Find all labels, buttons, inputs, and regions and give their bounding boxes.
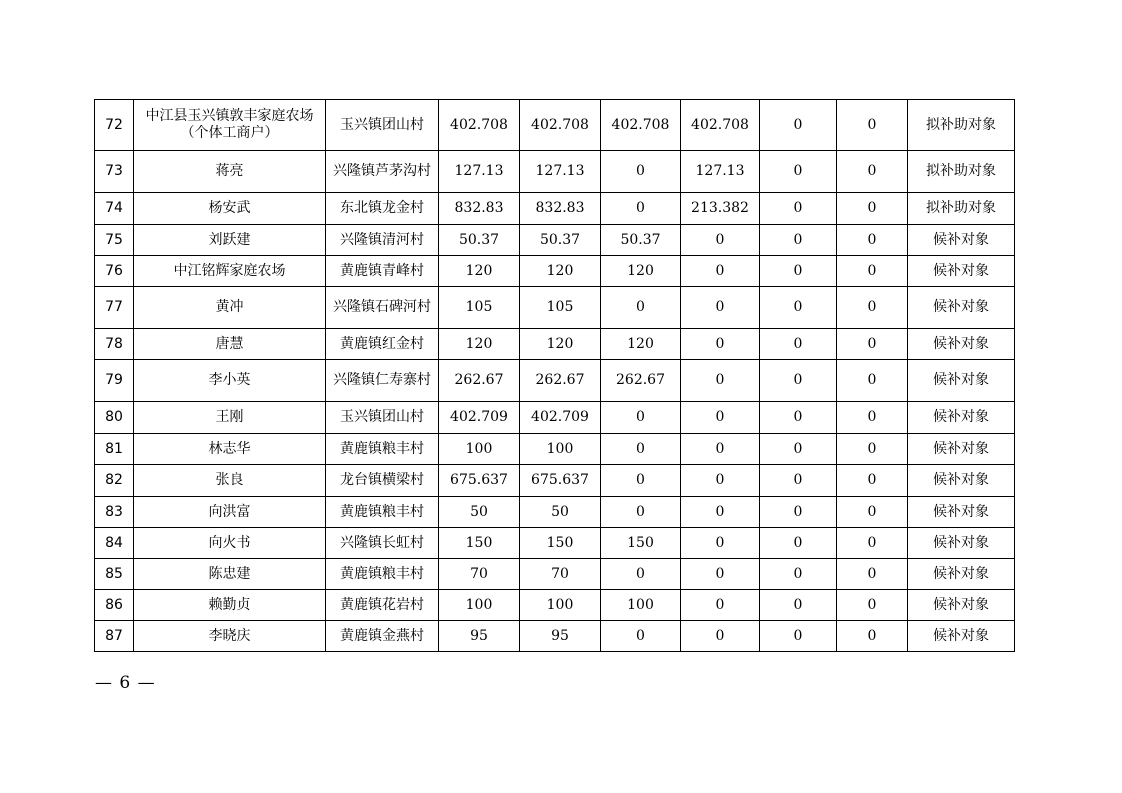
cell-value-b: 0 — [601, 434, 681, 465]
cell-applicant-name: 中江县玉兴镇敦丰家庭农场（个体工商户） — [134, 100, 326, 151]
cell-value-b: 0 — [601, 287, 681, 329]
cell-value-a: 150 — [520, 528, 601, 559]
cell-value-b: 0 — [601, 193, 681, 225]
cell-value-c: 0 — [681, 621, 760, 652]
cell-location: 兴隆镇清河村 — [326, 225, 439, 256]
cell-value-b: 0 — [601, 151, 681, 193]
table-row — [95, 193, 1015, 225]
cell-status: 拟补助对象 — [908, 151, 1015, 193]
cell-value-total: 50 — [439, 497, 520, 528]
cell-applicant-name: 林志华 — [134, 434, 326, 465]
cell-value-total: 262.67 — [439, 360, 520, 402]
cell-value-b: 402.708 — [601, 100, 681, 151]
cell-row-number: 82 — [95, 465, 134, 497]
cell-value-total: 402.708 — [439, 100, 520, 151]
cell-value-e: 0 — [837, 465, 908, 497]
cell-value-a: 95 — [520, 621, 601, 652]
cell-value-total: 402.709 — [439, 402, 520, 434]
cell-value-total: 95 — [439, 621, 520, 652]
cell-row-number: 78 — [95, 329, 134, 360]
table-row — [95, 256, 1015, 287]
cell-applicant-name: 向洪富 — [134, 497, 326, 528]
cell-location: 黄鹿镇金燕村 — [326, 621, 439, 652]
table-row — [95, 465, 1015, 497]
cell-value-a: 402.709 — [520, 402, 601, 434]
cell-value-total: 100 — [439, 590, 520, 621]
cell-row-number: 87 — [95, 621, 134, 652]
cell-status: 候补对象 — [908, 402, 1015, 434]
table-body — [95, 100, 1015, 652]
cell-applicant-name: 唐慧 — [134, 329, 326, 360]
cell-value-a: 100 — [520, 434, 601, 465]
cell-value-c: 0 — [681, 497, 760, 528]
cell-location: 黄鹿镇粮丰村 — [326, 559, 439, 590]
table-row — [95, 225, 1015, 256]
cell-location: 黄鹿镇粮丰村 — [326, 434, 439, 465]
cell-row-number: 84 — [95, 528, 134, 559]
cell-value-d: 0 — [760, 528, 837, 559]
cell-location: 兴隆镇石碑河村 — [326, 287, 439, 329]
cell-value-d: 0 — [760, 402, 837, 434]
table-row — [95, 528, 1015, 559]
cell-value-e: 0 — [837, 559, 908, 590]
cell-row-number: 80 — [95, 402, 134, 434]
cell-value-d: 0 — [760, 559, 837, 590]
cell-value-c: 0 — [681, 590, 760, 621]
cell-value-total: 127.13 — [439, 151, 520, 193]
cell-value-b: 0 — [601, 402, 681, 434]
cell-value-a: 105 — [520, 287, 601, 329]
cell-value-c: 0 — [681, 559, 760, 590]
cell-value-e: 0 — [837, 100, 908, 151]
table-row — [95, 621, 1015, 652]
cell-applicant-name: 杨安武 — [134, 193, 326, 225]
cell-value-d: 0 — [760, 287, 837, 329]
cell-value-d: 0 — [760, 100, 837, 151]
cell-applicant-name: 李小英 — [134, 360, 326, 402]
cell-value-d: 0 — [760, 256, 837, 287]
cell-row-number: 86 — [95, 590, 134, 621]
table-row — [95, 100, 1015, 151]
cell-location: 玉兴镇团山村 — [326, 402, 439, 434]
table-row — [95, 360, 1015, 402]
cell-value-b: 0 — [601, 559, 681, 590]
cell-value-e: 0 — [837, 329, 908, 360]
cell-row-number: 76 — [95, 256, 134, 287]
cell-value-d: 0 — [760, 590, 837, 621]
cell-value-b: 150 — [601, 528, 681, 559]
cell-value-a: 50 — [520, 497, 601, 528]
cell-applicant-name: 王刚 — [134, 402, 326, 434]
cell-location: 兴隆镇长虹村 — [326, 528, 439, 559]
cell-status: 候补对象 — [908, 528, 1015, 559]
cell-value-e: 0 — [837, 497, 908, 528]
cell-value-total: 120 — [439, 256, 520, 287]
cell-value-c: 0 — [681, 402, 760, 434]
cell-status: 候补对象 — [908, 360, 1015, 402]
cell-applicant-name: 刘跃建 — [134, 225, 326, 256]
cell-value-e: 0 — [837, 528, 908, 559]
cell-value-total: 150 — [439, 528, 520, 559]
cell-location: 兴隆镇芦茅沟村 — [326, 151, 439, 193]
cell-value-c: 0 — [681, 256, 760, 287]
cell-location: 兴隆镇仁寿寨村 — [326, 360, 439, 402]
cell-location: 黄鹿镇青峰村 — [326, 256, 439, 287]
cell-value-d: 0 — [760, 434, 837, 465]
table-row — [95, 497, 1015, 528]
cell-row-number: 83 — [95, 497, 134, 528]
cell-value-a: 832.83 — [520, 193, 601, 225]
cell-value-total: 70 — [439, 559, 520, 590]
cell-applicant-name: 中江铭辉家庭农场 — [134, 256, 326, 287]
cell-value-c: 213.382 — [681, 193, 760, 225]
cell-value-e: 0 — [837, 193, 908, 225]
cell-value-c: 0 — [681, 225, 760, 256]
cell-value-a: 120 — [520, 256, 601, 287]
cell-applicant-name: 黄冲 — [134, 287, 326, 329]
cell-value-c: 0 — [681, 465, 760, 497]
table-row — [95, 434, 1015, 465]
cell-value-e: 0 — [837, 434, 908, 465]
cell-value-a: 262.67 — [520, 360, 601, 402]
cell-row-number: 73 — [95, 151, 134, 193]
cell-value-b: 0 — [601, 621, 681, 652]
cell-applicant-name: 李晓庆 — [134, 621, 326, 652]
cell-value-b: 120 — [601, 329, 681, 360]
cell-value-a: 402.708 — [520, 100, 601, 151]
cell-status: 候补对象 — [908, 465, 1015, 497]
cell-value-e: 0 — [837, 590, 908, 621]
cell-status: 候补对象 — [908, 559, 1015, 590]
table-row — [95, 402, 1015, 434]
cell-applicant-name: 向火书 — [134, 528, 326, 559]
cell-location: 东北镇龙金村 — [326, 193, 439, 225]
cell-value-a: 120 — [520, 329, 601, 360]
cell-status: 候补对象 — [908, 590, 1015, 621]
cell-value-total: 100 — [439, 434, 520, 465]
cell-status: 候补对象 — [908, 497, 1015, 528]
table-row — [95, 287, 1015, 329]
cell-status: 候补对象 — [908, 621, 1015, 652]
cell-value-total: 105 — [439, 287, 520, 329]
cell-value-c: 0 — [681, 360, 760, 402]
cell-value-e: 0 — [837, 287, 908, 329]
cell-value-d: 0 — [760, 465, 837, 497]
cell-row-number: 74 — [95, 193, 134, 225]
cell-value-a: 675.637 — [520, 465, 601, 497]
cell-value-b: 100 — [601, 590, 681, 621]
cell-value-b: 262.67 — [601, 360, 681, 402]
cell-value-b: 50.37 — [601, 225, 681, 256]
cell-value-total: 120 — [439, 329, 520, 360]
cell-status: 拟补助对象 — [908, 100, 1015, 151]
cell-location: 黄鹿镇红金村 — [326, 329, 439, 360]
cell-value-e: 0 — [837, 225, 908, 256]
cell-value-e: 0 — [837, 256, 908, 287]
cell-value-c: 402.708 — [681, 100, 760, 151]
cell-applicant-name: 赖勤贞 — [134, 590, 326, 621]
cell-value-e: 0 — [837, 621, 908, 652]
cell-value-total: 50.37 — [439, 225, 520, 256]
cell-status: 候补对象 — [908, 287, 1015, 329]
cell-location: 龙台镇横梁村 — [326, 465, 439, 497]
cell-applicant-name: 陈忠建 — [134, 559, 326, 590]
cell-value-e: 0 — [837, 151, 908, 193]
cell-value-c: 127.13 — [681, 151, 760, 193]
cell-value-total: 675.637 — [439, 465, 520, 497]
cell-status: 候补对象 — [908, 434, 1015, 465]
cell-location: 玉兴镇团山村 — [326, 100, 439, 151]
cell-value-b: 0 — [601, 465, 681, 497]
cell-location: 黄鹿镇花岩村 — [326, 590, 439, 621]
cell-status: 拟补助对象 — [908, 193, 1015, 225]
cell-value-a: 100 — [520, 590, 601, 621]
cell-value-e: 0 — [837, 360, 908, 402]
cell-value-b: 120 — [601, 256, 681, 287]
table-row — [95, 590, 1015, 621]
cell-value-total: 832.83 — [439, 193, 520, 225]
cell-value-e: 0 — [837, 402, 908, 434]
cell-value-d: 0 — [760, 360, 837, 402]
cell-value-b: 0 — [601, 497, 681, 528]
cell-value-c: 0 — [681, 434, 760, 465]
cell-row-number: 72 — [95, 100, 134, 151]
cell-row-number: 77 — [95, 287, 134, 329]
subsidy-table — [94, 99, 1015, 652]
cell-value-a: 127.13 — [520, 151, 601, 193]
cell-applicant-name: 蒋亮 — [134, 151, 326, 193]
table-row — [95, 151, 1015, 193]
cell-location: 黄鹿镇粮丰村 — [326, 497, 439, 528]
cell-status: 候补对象 — [908, 256, 1015, 287]
cell-value-a: 70 — [520, 559, 601, 590]
cell-row-number: 85 — [95, 559, 134, 590]
cell-applicant-name: 张良 — [134, 465, 326, 497]
cell-row-number: 75 — [95, 225, 134, 256]
cell-row-number: 79 — [95, 360, 134, 402]
table-row — [95, 559, 1015, 590]
cell-value-a: 50.37 — [520, 225, 601, 256]
cell-value-d: 0 — [760, 329, 837, 360]
cell-value-d: 0 — [760, 225, 837, 256]
cell-value-d: 0 — [760, 621, 837, 652]
cell-value-d: 0 — [760, 497, 837, 528]
cell-status: 候补对象 — [908, 225, 1015, 256]
cell-row-number: 81 — [95, 434, 134, 465]
table-row — [95, 329, 1015, 360]
cell-value-c: 0 — [681, 528, 760, 559]
cell-status: 候补对象 — [908, 329, 1015, 360]
cell-value-c: 0 — [681, 329, 760, 360]
cell-value-c: 0 — [681, 287, 760, 329]
cell-value-d: 0 — [760, 193, 837, 225]
cell-value-d: 0 — [760, 151, 837, 193]
page-number: — 6 — — [95, 673, 156, 693]
